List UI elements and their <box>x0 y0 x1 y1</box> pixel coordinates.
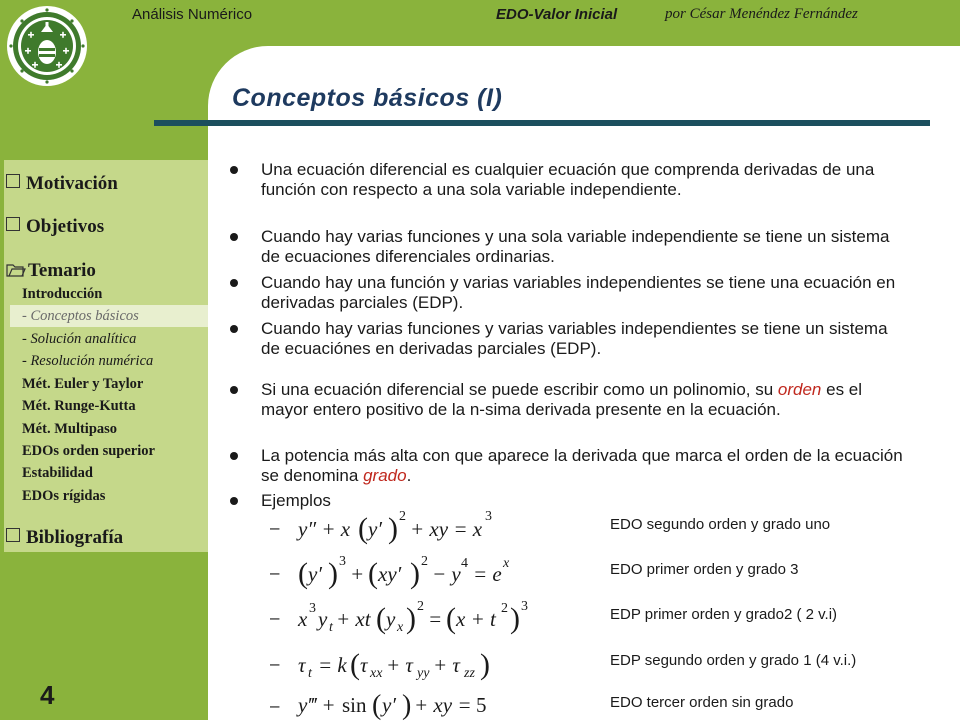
equation-2 <box>296 553 556 593</box>
checkbox-icon <box>6 528 20 542</box>
svg-text:): ) <box>328 557 338 590</box>
svg-text:t: t <box>308 666 312 681</box>
nav-subitem-conceptos-basicos[interactable]: - Conceptos básicos <box>22 308 139 324</box>
svg-text:τ: τ <box>298 653 306 677</box>
bullet-text: Cuando hay varias funciones y una sola variable independiente se tiene un sistema de ecuaciones diferenciales ordinarias. <box>261 227 890 266</box>
svg-text:): ) <box>402 690 412 721</box>
svg-text:y″ + x: y″ + x <box>298 517 351 541</box>
open-folder-icon <box>6 262 26 284</box>
bullet-text: Ejemplos <box>261 491 331 510</box>
svg-text:xx: xx <box>370 666 383 681</box>
svg-text:x: x <box>298 607 308 631</box>
svg-text:= e: = e <box>473 562 502 586</box>
equation-4 <box>296 644 556 684</box>
author-name: por César Menéndez Fernández <box>665 6 858 22</box>
svg-text:2: 2 <box>399 509 406 524</box>
nav-subitem-solucion-analitica[interactable]: - Solución analítica <box>22 331 137 347</box>
example-description: EDO primer orden y grado 3 <box>610 561 799 578</box>
nav-item-label: Temario <box>28 260 96 281</box>
nav-subitem-introduccion[interactable]: Introducción <box>22 286 103 302</box>
bullet-dot-icon <box>230 233 238 241</box>
nav-item-bibliografia[interactable] <box>6 527 123 549</box>
course-title: Análisis Numérico <box>132 6 253 23</box>
svg-text:3: 3 <box>521 599 528 614</box>
svg-text:2: 2 <box>421 554 428 569</box>
svg-text:y′: y′ <box>308 562 322 586</box>
title-underline <box>154 120 930 126</box>
example-row <box>270 644 930 680</box>
svg-text:): ) <box>410 557 420 590</box>
bullet-text: Cuando hay varias funciones y varias variables independientes se tiene un sistema de ecuaciónes en derivadas parciales (EDP). <box>261 319 888 358</box>
bullet-text <box>261 446 911 486</box>
page-number: 4 <box>40 680 55 710</box>
svg-text:(: ( <box>446 602 456 635</box>
nav-subitem-estabilidad[interactable]: Estabilidad <box>22 465 93 481</box>
nav-subitem-resolucion-numerica[interactable]: - Resolución numérica <box>22 353 154 369</box>
example-row <box>270 686 930 722</box>
topic-title: EDO-Valor Inicial <box>496 6 618 23</box>
slide-title: Conceptos básicos (I) <box>232 84 503 112</box>
bullet-dot-icon <box>230 386 238 394</box>
svg-text:4: 4 <box>461 556 468 571</box>
nav-item-label: Bibliografía <box>26 527 124 548</box>
checkbox-icon <box>6 174 20 188</box>
bullet-dot-icon <box>230 166 238 174</box>
bullet-text: Cuando hay una función y varias variables independientes se tiene una ecuación en derivadas parciales (EDP). <box>261 273 896 312</box>
svg-text:(: ( <box>368 557 378 590</box>
bullet-dot-icon <box>230 497 238 505</box>
example-description: EDP segundo orden y grado 1 (4 v.i.) <box>610 652 857 669</box>
svg-text:+ xy =: + xy = <box>414 693 472 717</box>
svg-text:(: ( <box>376 602 386 635</box>
example-description: EDO segundo orden y grado uno <box>610 516 831 533</box>
example-row <box>270 508 930 544</box>
svg-text:y′: y′ <box>382 693 396 717</box>
checkbox-icon <box>6 217 20 231</box>
equation-3 <box>296 598 556 638</box>
nav-item-label: Objetivos <box>26 216 105 237</box>
svg-text:y′: y′ <box>368 517 382 541</box>
svg-text:+: + <box>350 562 365 586</box>
svg-text:+ xt: + xt <box>336 607 371 631</box>
nav-subitem-edos-rigidas[interactable]: EDOs rígidas <box>22 488 106 504</box>
svg-text:zz: zz <box>464 666 475 681</box>
nav-subitem-euler-taylor[interactable]: Mét. Euler y Taylor <box>22 376 144 392</box>
bullet-text-pre: Si una ecuación diferencial se puede escribir como un polinomio, su <box>261 380 778 399</box>
bullet-text <box>261 380 911 420</box>
university-seal-logo <box>3 2 91 95</box>
svg-text:t: t <box>329 620 333 635</box>
svg-text:): ) <box>388 512 398 545</box>
example-dash: – <box>270 608 280 627</box>
svg-text:): ) <box>406 602 416 635</box>
svg-text:3: 3 <box>309 601 316 616</box>
nav-subitem-orden-superior[interactable]: EDOs orden superior <box>22 443 155 459</box>
svg-text:): ) <box>510 602 520 635</box>
example-row <box>270 598 930 634</box>
svg-text:+ τ: + τ <box>433 653 460 677</box>
example-row <box>270 553 930 589</box>
svg-text:y: y <box>386 607 396 631</box>
example-dash: – <box>270 696 280 715</box>
bullet-dot-icon <box>230 452 238 460</box>
example-description: EDO tercer orden sin grado <box>610 694 794 711</box>
equation-1 <box>296 508 556 548</box>
svg-text:(: ( <box>298 557 308 590</box>
svg-text:y‴ +: y‴ + <box>298 693 336 717</box>
bullet-text-pre: La potencia más alta con que aparece la derivada que marca el orden de la ecuación se denomina <box>261 446 903 485</box>
highlight-orden: orden <box>777 380 822 399</box>
nav-subitem-runge-kutta[interactable]: Mét. Runge-Kutta <box>22 398 136 414</box>
bullet-text-post: es el mayor entero positivo de la n-sima derivada presente en la ecuación. <box>261 380 863 419</box>
svg-text:+ xy = x: + xy = x <box>410 517 483 541</box>
svg-text:3: 3 <box>339 554 346 569</box>
svg-text:τ: τ <box>360 653 368 677</box>
bullet-dot-icon <box>230 325 238 333</box>
svg-text:=: = <box>428 607 443 631</box>
svg-text:x + t: x + t <box>456 607 496 631</box>
svg-text:5: 5 <box>476 693 487 717</box>
svg-text:(: ( <box>358 512 368 545</box>
svg-text:sin: sin <box>342 693 367 717</box>
svg-text:yy: yy <box>417 666 430 681</box>
svg-text:3: 3 <box>485 509 492 524</box>
nav-item-objetivos[interactable] <box>6 216 104 238</box>
svg-text:− y: − y <box>432 562 461 586</box>
svg-text:xy′: xy′ <box>378 562 402 586</box>
example-dash: – <box>270 654 280 673</box>
svg-text:x: x <box>503 556 510 571</box>
equation-5 <box>296 686 556 720</box>
bullet-text: Una ecuación diferencial es cualquier ecuación que comprenda derivadas de una función con respecto a una sola variable independiente. <box>261 160 875 199</box>
svg-text:x: x <box>397 620 404 635</box>
bullet-dot-icon <box>230 279 238 287</box>
highlight-grado: grado <box>363 466 407 485</box>
svg-text:2: 2 <box>501 601 508 616</box>
svg-text:): ) <box>480 648 490 681</box>
example-dash: – <box>270 563 280 582</box>
svg-text:(: ( <box>350 648 360 681</box>
nav-item-temario[interactable] <box>6 260 96 284</box>
svg-text:= k: = k <box>318 653 347 677</box>
svg-text:y: y <box>318 607 328 631</box>
example-dash: – <box>270 518 280 537</box>
nav-item-label: Motivación <box>26 173 118 194</box>
bullet-text-post: . <box>406 466 412 485</box>
nav-item-motivacion[interactable] <box>6 173 118 195</box>
svg-text:+ τ: + τ <box>386 653 413 677</box>
example-description: EDP primer orden y grado2 ( 2 v.i) <box>610 606 838 623</box>
nav-subitem-multipaso[interactable]: Mét. Multipaso <box>22 421 118 437</box>
svg-text:(: ( <box>372 690 382 721</box>
svg-text:2: 2 <box>417 599 424 614</box>
